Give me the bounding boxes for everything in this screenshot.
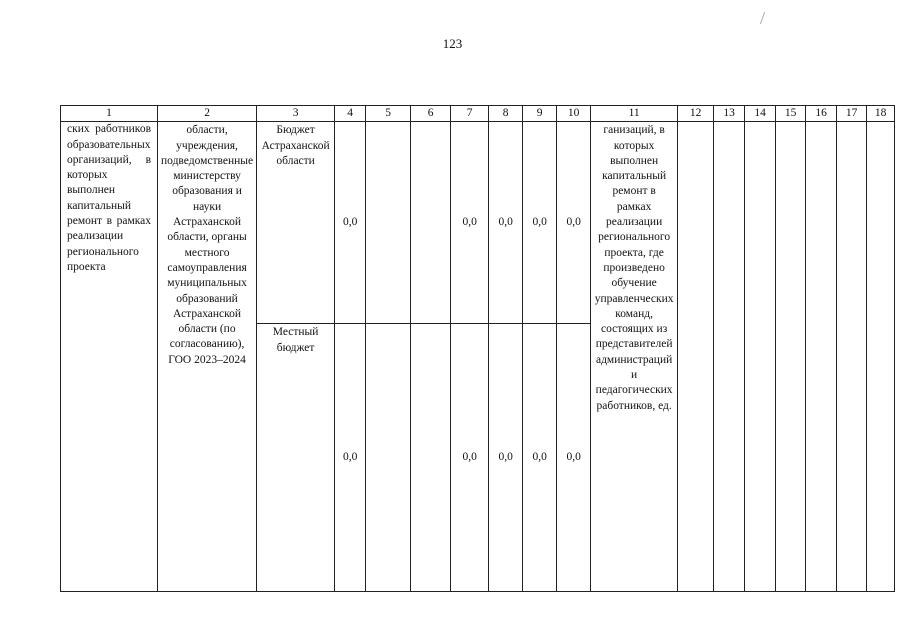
col-header-9: 9 xyxy=(523,106,557,122)
indicator-text: ских работников образовательных организаций, в которых выполнен капитальный ремонт в рамках реализации регионального проекта xyxy=(67,123,151,273)
scan-artifact xyxy=(760,12,773,24)
value-cell: 0,0 xyxy=(489,324,523,592)
indicator-text-cell xyxy=(61,122,158,592)
result-indicator-cell xyxy=(591,122,678,592)
col-header-2: 2 xyxy=(158,106,257,122)
col-header-18: 18 xyxy=(867,106,895,122)
empty-cell xyxy=(837,122,867,592)
funding-source-cell: Местный бюджет xyxy=(257,324,335,592)
value-cell: 0,0 xyxy=(557,324,591,592)
page-number: 123 xyxy=(442,36,463,51)
value-cell: 0,0 xyxy=(451,122,489,324)
col-header-11: 11 xyxy=(591,106,678,122)
col-header-6: 6 xyxy=(411,106,451,122)
value-cell: 0,0 xyxy=(335,122,366,324)
value-cell: 0,0 xyxy=(489,122,523,324)
col-header-17: 17 xyxy=(837,106,867,122)
value-cell xyxy=(366,324,411,592)
executor-text: области, учреждения, подведомственные министерству образования и науки Астраханской области, органы местного самоуправления муниципальных образований Астраханской области (по согласованию), ГОО 2023–2024 xyxy=(161,124,254,366)
executor-cell xyxy=(158,122,257,592)
empty-cell xyxy=(776,122,806,592)
header-row xyxy=(61,106,895,122)
empty-cell xyxy=(806,122,837,592)
col-header-4: 4 xyxy=(335,106,366,122)
col-header-5: 5 xyxy=(366,106,411,122)
col-header-12: 12 xyxy=(678,106,714,122)
budget-table xyxy=(60,105,895,592)
col-header-14: 14 xyxy=(745,106,776,122)
col-header-13: 13 xyxy=(714,106,745,122)
col-header-10: 10 xyxy=(557,106,591,122)
value-cell xyxy=(411,324,451,592)
col-header-15: 15 xyxy=(776,106,806,122)
empty-cell xyxy=(714,122,745,592)
value-cell xyxy=(411,122,451,324)
table-row xyxy=(61,122,895,324)
col-header-1: 1 xyxy=(61,106,158,122)
result-indicator-text: ганизаций, в которых выполнен капитальный ремонт в рамках реализации регионального проекта, где произведено обучение управленческих команд, состоящих из представителей администраций и педагогических работников, ед. xyxy=(594,124,674,412)
empty-cell xyxy=(745,122,776,592)
value-cell: 0,0 xyxy=(523,122,557,324)
value-cell: 0,0 xyxy=(335,324,366,592)
value-cell: 0,0 xyxy=(523,324,557,592)
empty-cell xyxy=(678,122,714,592)
col-header-3: 3 xyxy=(257,106,335,122)
value-cell: 0,0 xyxy=(557,122,591,324)
col-header-7: 7 xyxy=(451,106,489,122)
value-cell xyxy=(366,122,411,324)
value-cell: 0,0 xyxy=(451,324,489,592)
empty-cell xyxy=(867,122,895,592)
col-header-16: 16 xyxy=(806,106,837,122)
funding-source-cell: Бюджет Астраханской области xyxy=(257,122,335,324)
col-header-8: 8 xyxy=(489,106,523,122)
